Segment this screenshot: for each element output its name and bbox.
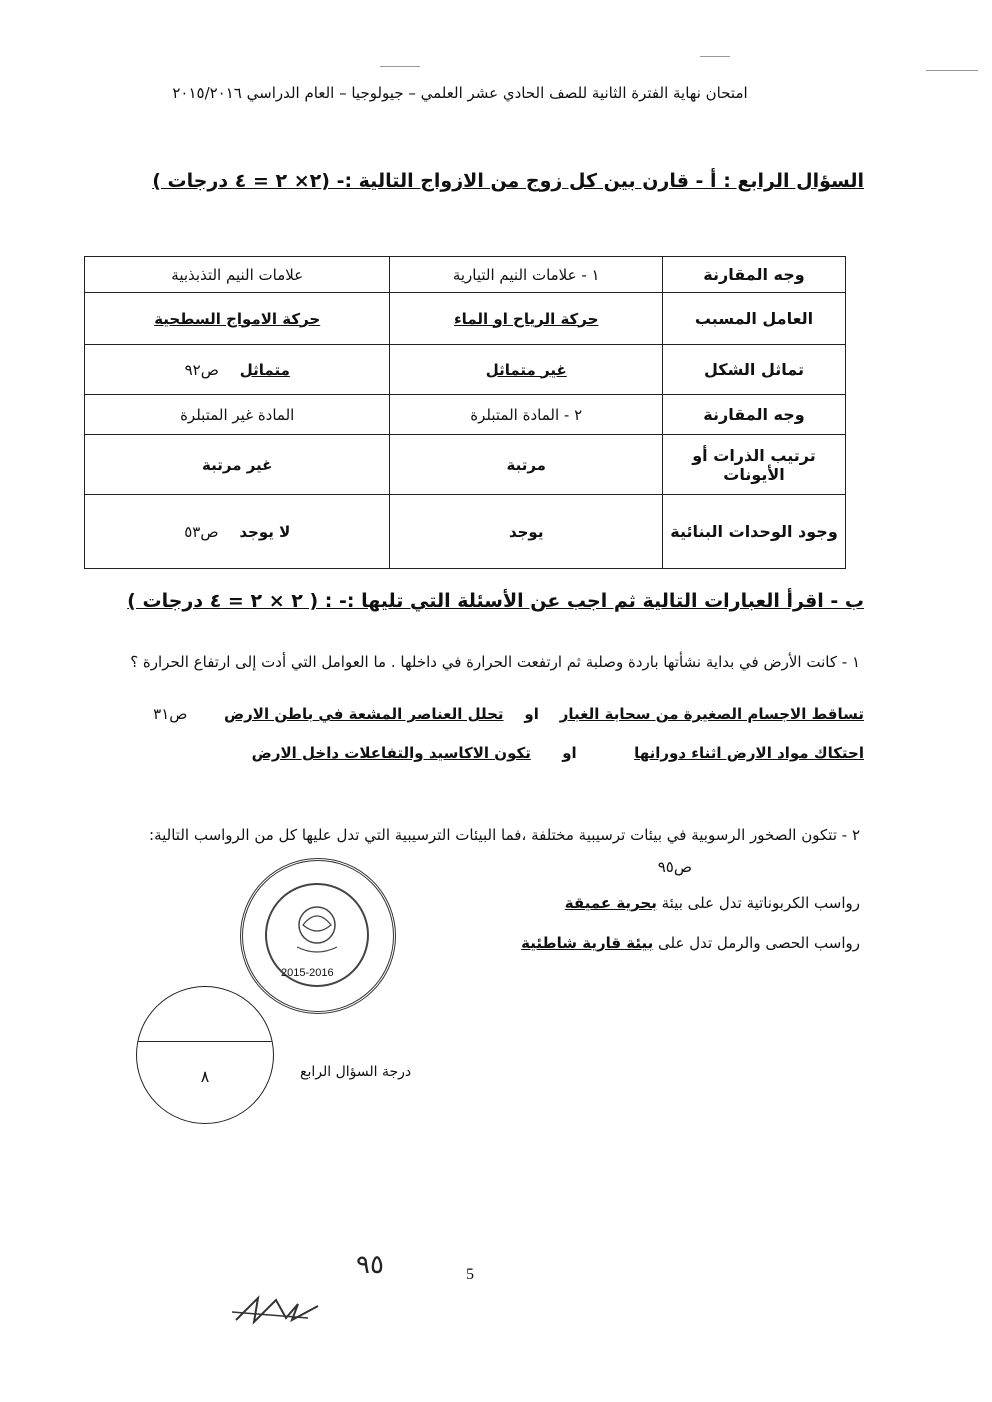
table-cell: ٢ - المادة المتبلرة	[390, 395, 663, 435]
seal-year: 2015-2016	[281, 967, 334, 979]
question-b-title: ب - اقرأ العبارات التالية ثم اجب عن الأسئلة التي تليها :- : ( ٢ × ٢ = ٤ درجات )	[127, 590, 864, 612]
or-text: او	[562, 744, 577, 762]
table-cell: مرتبة	[390, 435, 663, 495]
answer-line-1	[153, 705, 864, 723]
official-seal	[240, 858, 396, 1014]
table-row	[85, 435, 846, 495]
row-label: وجود الوحدات البنائية	[663, 495, 846, 569]
table-cell: المادة غير المتبلرة	[85, 395, 390, 435]
grade-value: ٨	[200, 1067, 210, 1086]
table-cell: يوجد	[390, 495, 663, 569]
row-label: تماثل الشكل	[663, 345, 846, 395]
statement-text: رواسب الكربوناتية تدل على بيئة	[661, 894, 860, 912]
question-2-text: ٢ - تتكون الصخور الرسوبية في بيئات ترسيبية مختلفة ،فما البيئات الترسيبية التي تدل عليها كل من الرواسب التالية:	[149, 826, 860, 844]
table-row	[85, 257, 846, 293]
answer-text: احتكاك مواد الارض اثناء دورانها	[634, 744, 864, 762]
scan-artifact	[926, 70, 978, 71]
grade-divider	[137, 1041, 273, 1042]
table-cell	[85, 293, 390, 345]
answer-text: تحلل العناصر المشعة في باطن الارض	[223, 705, 504, 723]
table-cell	[85, 345, 390, 395]
table-row	[85, 345, 846, 395]
row-label: وجه المقارنة	[663, 257, 846, 293]
table-cell	[390, 293, 663, 345]
handwritten-number: ٩٥	[356, 1250, 384, 1280]
page-ref: ص٥٣	[184, 522, 219, 541]
answer-text: حركة الرياح او الماء	[454, 309, 599, 328]
answer-line-2	[252, 744, 864, 762]
page-number: 5	[466, 1266, 474, 1283]
grade-circle	[136, 986, 274, 1124]
row-label: ترتيب الذرات أو الأيونات	[663, 435, 846, 495]
scan-artifact	[700, 56, 730, 57]
table-row	[85, 495, 846, 569]
page-ref: ص٩٢	[184, 360, 219, 379]
answer-text: تكون الاكاسيد والتفاعلات داخل الارض	[251, 744, 531, 762]
grade-label: درجة السؤال الرابع	[300, 1064, 412, 1080]
answer-text: لا يوجد	[239, 522, 291, 541]
exam-header: امتحان نهاية الفترة الثانية للصف الحادي عشر العلمي – جيولوجيا – العام الدراسي ٢٠١٥/٢٠١٦	[172, 84, 748, 102]
answer-line-4	[521, 934, 860, 952]
page-ref: ص٣١	[153, 705, 188, 723]
table-cell: غير مرتبة	[85, 435, 390, 495]
table-cell: علامات النيم التذبذبية	[85, 257, 390, 293]
answer-text: بحرية عميقة	[564, 894, 657, 912]
answer-text: حركة الامواج السطحية	[154, 309, 321, 328]
row-label: وجه المقارنة	[663, 395, 846, 435]
answer-text: تساقط الاجسام الصغيرة من سحابة الغبار	[559, 705, 864, 723]
answer-text: متماثل	[239, 360, 290, 379]
answer-text: بيئة قارية شاطئية	[521, 934, 654, 952]
signature-icon	[228, 1280, 328, 1330]
table-cell	[85, 495, 390, 569]
page-ref: ص٩٥	[657, 858, 692, 876]
table-row	[85, 395, 846, 435]
question-1-text: ١ - كانت الأرض في بداية نشأتها باردة وصلبة ثم ارتفعت الحرارة في داخلها . ما العوامل التي أدت إلى ارتفاع الحرارة ؟	[130, 653, 860, 671]
or-text: او	[524, 705, 539, 723]
table-cell	[390, 345, 663, 395]
statement-text: رواسب الحصى والرمل تدل على	[658, 934, 860, 952]
table-cell: ١ - علامات النيم التيارية	[390, 257, 663, 293]
comparison-table	[84, 256, 846, 569]
row-label: العامل المسبب	[663, 293, 846, 345]
question-a-title: السؤال الرابع : أ - قارن بين كل زوج من الازواج التالية :- (٢× ٢ = ٤ درجات )	[152, 170, 864, 192]
answer-line-3	[565, 894, 860, 912]
scan-artifact	[380, 66, 420, 67]
table-row	[85, 293, 846, 345]
answer-text: غير متماثل	[485, 360, 567, 379]
